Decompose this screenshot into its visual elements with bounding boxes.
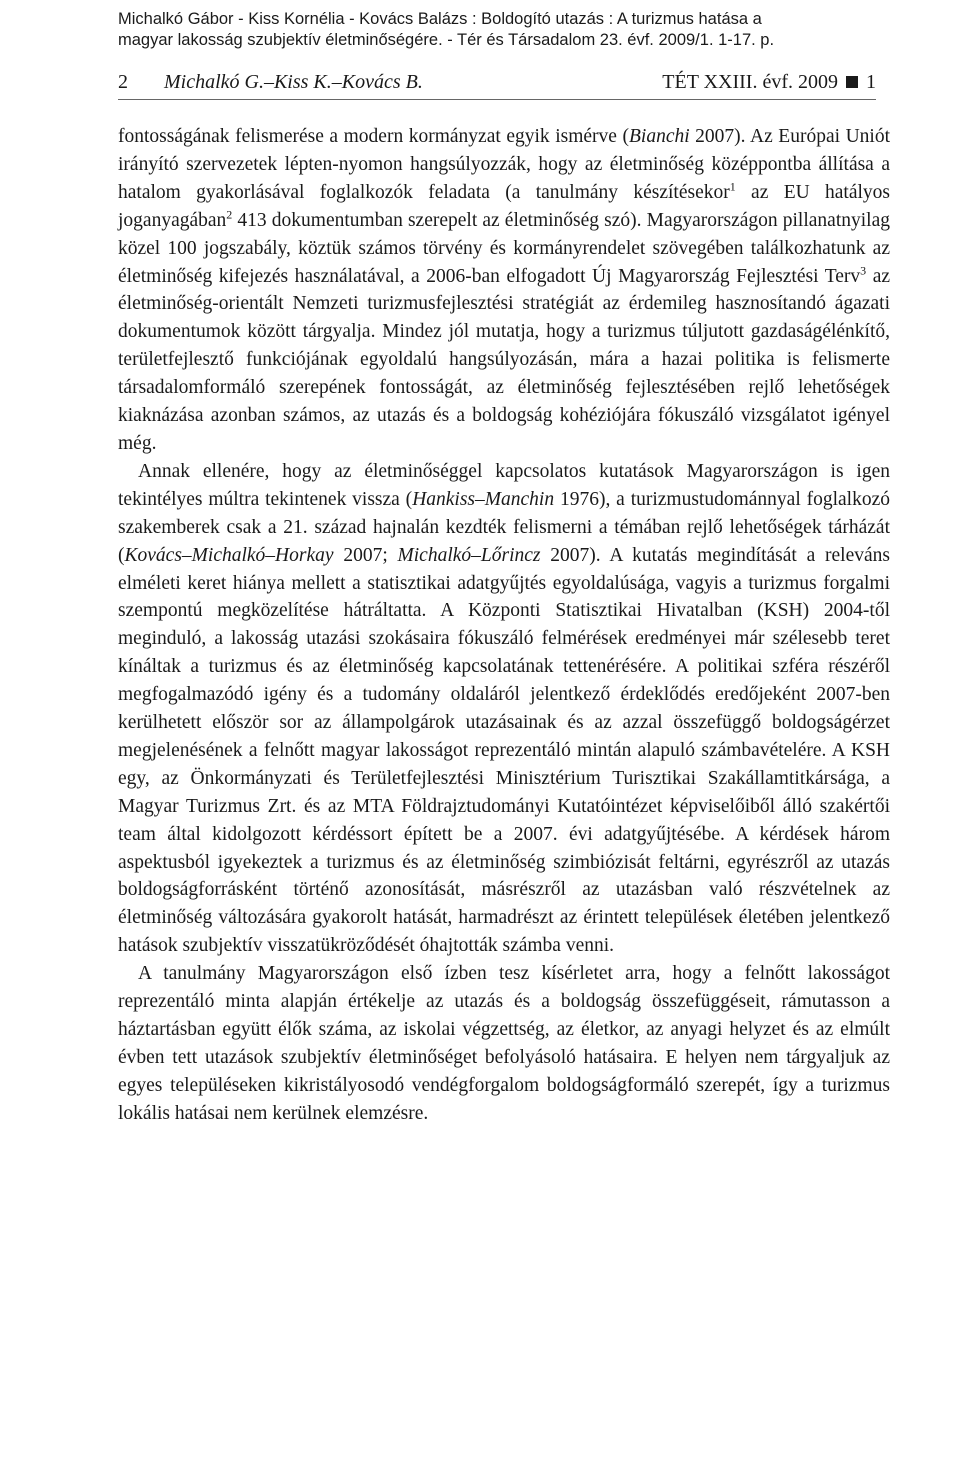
- paragraph-3: A tanulmány Magyarországon első ízben tesz kísérletet arra, hogy a felnőtt lakosságot reprezentáló minta alapján értékelje az utazás és a boldogság összefüggéseit, rámutasson a háztartásban együtt élők száma, az iskolai végzettség, az életkor, az anyagi helyzet és az elmúlt évben tett utazások szubjektív életminőséget befolyásoló hatásaira. E helyen nem tárgyaljuk az egyes településeken kikristályosodó vendégforgalom boldogságformáló szerepét, így a turizmus lokális hatásai nem kerülnek elemzésre.: [118, 963, 890, 1124]
- text-run: 1976), a turizmustudománnyal foglalkozó szakemberek csak a 21. század hajnalán kezdték felismerni a témában rejlő lehetőségek tárházát (: [118, 488, 890, 566]
- issue-number: 1: [866, 71, 876, 93]
- running-head: [118, 70, 876, 94]
- page-number: 2: [118, 71, 128, 93]
- citation-line-2: magyar lakosság szubjektív életminőségére. - Tér és Társadalom 23. évf. 2009/1. 1-17. p.: [118, 31, 775, 49]
- footnote-marker: 3: [860, 263, 867, 278]
- citation-header: [118, 9, 878, 51]
- text-run: Annak ellenére, hogy az életminőséggel kapcsolatos kutatások Magyarországon is igen tekintélyes múltra tekintenek vissza (: [118, 460, 890, 510]
- footnote-marker: 2: [226, 207, 233, 222]
- text-run: 2007). Az Európai Uniót irányító szervezetek lépten-nyomon hangsúlyozzák, hogy az életminőség középpontba állítása a hatalom gyakorlásával foglalkozók feladata (a tanulmány készítésekor: [118, 126, 890, 203]
- citation-reference: Kovács–Michalkó–Horkay: [124, 544, 334, 566]
- text-run: az EU hatályos joganyagában: [118, 181, 890, 231]
- paragraph-2: [118, 458, 890, 960]
- citation-reference: Bianchi: [628, 126, 690, 147]
- paragraph-1: [118, 123, 890, 458]
- square-bullet-icon: [846, 76, 858, 88]
- citation-reference: Hankiss–Manchin: [412, 488, 555, 510]
- text-run: az életminőség-orientált Nemzeti turizmusfejlesztési stratégiát az érdemileg hasznosítandó ágazati dokumentumok között tárgyalja. Mindez jól mutatja, hogy a turizmus túljutott gazdaságélénkítő, területfejlesztő funkciójának egyoldalú hangsúlyozásán, mára a hazai politika is felismerte társadalomformáló szerepének fontosságát, az életminőség fejlesztésében rejlő lehetőségek kiaknázása azonban számos, az utazás és a boldogság kohéziójára fókuszáló vizsgálatot igényel még.: [118, 265, 890, 454]
- running-head-left: [118, 70, 423, 94]
- text-run: 413 dokumentumban szerepelt az életminőség szó). Magyarországon pillanatnyilag közel 100 jogszabály, köztük számos törvény és kormányrendelet szövegében találkozhatunk az életminőség kifejezés használatával, a 2006-ban elfogadott Új Magyarország Fejlesztési Terv: [118, 209, 890, 287]
- citation-line-1: Michalkó Gábor - Kiss Kornélia - Kovács Balázs : Boldogító utazás : A turizmus hatása a: [118, 10, 762, 28]
- text-run: fontosságának felismerése a modern kormányzat egyik ismérve (: [118, 126, 629, 147]
- footnote-marker: 1: [729, 179, 736, 194]
- text-run: 2007;: [333, 544, 398, 566]
- article-body: [118, 123, 890, 1128]
- citation-reference: Michalkó–Lőrincz: [397, 544, 541, 566]
- text-run: 2007). A kutatás megindítását a releváns elméleti keret hiánya mellett a statisztikai adatgyűjtés egyoldalúsága, vagyis a turizmus forgalmi szempontú megközelítése hátráltatta. A Központi Statisztikai Hivatalban (KSH) 2004-től meginduló, a lakosság utazási szokásaira fókuszáló felmérések eredményei már szélesebb teret kínáltak a turizmus és az életminőség kapcsolatának tettenérésére. A politikai szféra részéről megfogalmazódó igény és a tudomány oldaláról jelentkező érdeklődés eredőjeként 2007-ben kerülhetett először sor az állampolgárok utazásainak és az azzal összefüggő boldogságérzet megjelenésének a felnőtt magyar lakosságot reprezentáló mintán alapuló számbavételére. A KSH egy, az Önkormányzati és Területfejlesztési Minisztérium Turisztikai Szakállamtitkársága, a Magyar Turizmus Zrt. és az MTA Földrajztudományi Kutatóintézet képviselőiből álló szakértői team által kidolgozott kérdéssort épített be a 2007. évi adatgyűjtésébe. A kérdések három aspektusból igyekeztek a turizmus és az életminőség szimbiózisát feltárni, egyrészről az utazás boldogságforrásként történő azonosítását, másrészről az utazásban való részvételnek az életminőség változására gyakorolt hatását, harmadrészt az érintett települések életében jelentkező hatások szubjektív visszatükröződését óhajtották számba venni.: [118, 544, 890, 957]
- journal-name: TÉT XXIII. évf. 2009: [662, 71, 838, 93]
- running-head-authors: Michalkó G.–Kiss K.–Kovács B.: [164, 71, 423, 93]
- header-rule: [118, 99, 876, 100]
- running-head-right: [662, 70, 876, 94]
